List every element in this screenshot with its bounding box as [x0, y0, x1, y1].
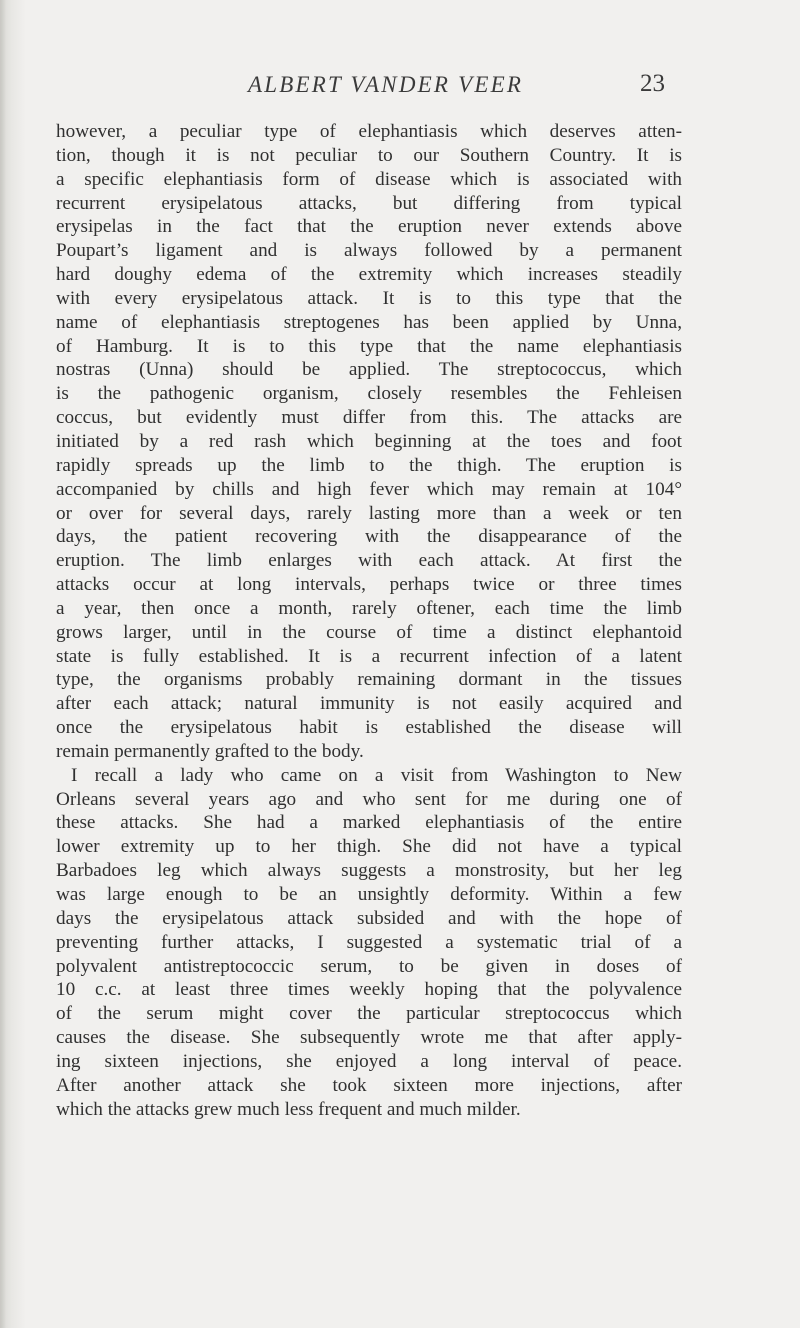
running-head [0, 64, 800, 104]
text-line: Poupart’s ligament and is always followed by a permanent [56, 240, 682, 262]
text-line: recurrent erysipelatous attacks, but differing from typical [56, 192, 682, 214]
text-line: Barbadoes leg which always suggests a monstrosity, but her leg [56, 860, 682, 882]
page-gutter-shadow [0, 0, 26, 1328]
paragraph-1 [56, 120, 682, 764]
text-line: polyvalent antistreptococcic serum, to be given in doses of [56, 955, 682, 977]
body-text [56, 120, 682, 1121]
text-line: grows larger, until in the course of time a distinct elephantoid [56, 621, 682, 643]
text-line: tion, though it is not peculiar to our Southern Country. It is [56, 144, 682, 166]
text-line: of the serum might cover the particular streptococcus which [56, 1003, 682, 1025]
text-line: days the erysipelatous attack subsided and with the hope of [56, 907, 682, 929]
text-line: after each attack; natural immunity is not easily acquired and [56, 693, 682, 715]
text-line: preventing further attacks, I suggested a systematic trial of a [56, 931, 682, 953]
text-line: Orleans several years ago and who sent for me during one of [56, 788, 682, 810]
text-line: which the attacks grew much less frequent and much milder. [56, 1098, 521, 1120]
page-gutter-edge [0, 0, 6, 1328]
text-line: of Hamburg. It is to this type that the name elephantiasis [56, 335, 682, 357]
text-line: remain permanently grafted to the body. [56, 740, 364, 762]
text-line: is the pathogenic organism, closely resembles the Fehleisen [56, 383, 682, 405]
text-line: with every erysipelatous attack. It is to this type that the [56, 287, 682, 309]
text-line: ing sixteen injections, she enjoyed a long interval of peace. [56, 1050, 682, 1072]
text-line: hard doughy edema of the extremity which increases steadily [56, 264, 682, 286]
text-line: lower extremity up to her thigh. She did not have a typical [56, 836, 682, 858]
running-title: ALBERT VANDER VEER [248, 72, 524, 97]
text-line: coccus, but evidently must differ from this. The attacks are [56, 407, 682, 429]
text-line: erysipelas in the fact that the eruption never extends above [56, 216, 682, 238]
text-line: a year, then once a month, rarely oftener, each time the limb [56, 597, 682, 619]
text-line: attacks occur at long intervals, perhaps twice or three times [56, 574, 682, 596]
text-line: nostras (Unna) should be applied. The streptococcus, which [56, 359, 682, 381]
text-line: once the erysipelatous habit is established the disease will [56, 717, 682, 739]
text-line: days, the patient recovering with the disappearance of the [56, 526, 682, 548]
text-line: rapidly spreads up the limb to the thigh. The eruption is [56, 454, 682, 476]
text-line: After another attack she took sixteen more injections, after [56, 1074, 682, 1096]
text-line: or over for several days, rarely lasting more than a week or ten [56, 502, 682, 524]
text-line: 10 c.c. at least three times weekly hoping that the polyvalence [56, 979, 682, 1001]
text-line: was large enough to be an unsightly deformity. Within a few [56, 884, 682, 905]
text-line: however, a peculiar type of elephantiasis which deserves atten- [56, 121, 682, 142]
text-line: I recall a lady who came on a visit from Washington to New [71, 764, 682, 786]
text-line: accompanied by chills and high fever which may remain at 104° [56, 478, 682, 500]
text-line: name of elephantiasis streptogenes has been applied by Unna, [56, 311, 682, 333]
text-line: causes the disease. She subsequently wrote me that after apply- [56, 1027, 682, 1049]
text-line: a specific elephantiasis form of disease which is associated with [56, 168, 682, 190]
text-line: initiated by a red rash which beginning at the toes and foot [56, 430, 682, 452]
page-number: 23 [640, 70, 665, 97]
text-line: these attacks. She had a marked elephantiasis of the entire [56, 812, 682, 834]
text-line: eruption. The limb enlarges with each attack. At first the [56, 550, 682, 572]
text-line: state is fully established. It is a recurrent infection of a latent [56, 645, 682, 667]
text-line: type, the organisms probably remaining dormant in the tissues [56, 669, 682, 691]
paragraph-2 [56, 764, 682, 1122]
